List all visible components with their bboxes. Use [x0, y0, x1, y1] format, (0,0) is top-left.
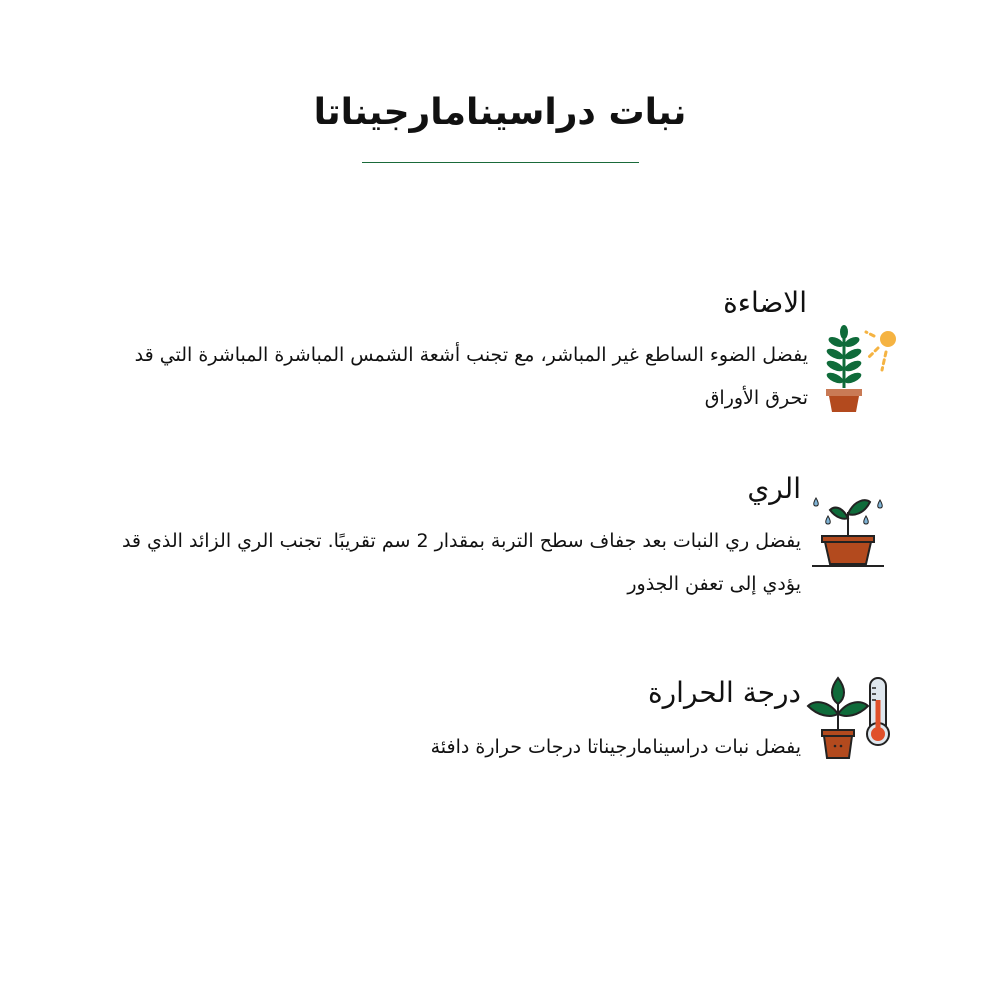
section-temperature — [0, 676, 1000, 836]
plant-thermometer-icon — [806, 676, 894, 762]
plant-sun-icon — [816, 324, 900, 414]
plant-watering-icon — [808, 492, 888, 574]
watering-description: يفضل ري النبات بعد جفاف سطح التربة بمقدار 2 سم تقريبًا. تجنب الري الزائد الذي قد يؤدي إلى تعفن الجذور — [121, 530, 801, 595]
temperature-description: يفضل نبات دراسينامارجيناتا درجات حرارة دافئة — [430, 736, 801, 758]
section-lighting — [0, 286, 1000, 446]
temperature-heading: درجة الحرارة — [647, 676, 801, 709]
title-divider — [362, 162, 639, 163]
watering-heading: الري — [747, 472, 801, 505]
lighting-description: يفضل الضوء الساطع غير المباشر، مع تجنب أشعة الشمس المباشرة المباشرة التي قد تحرق الأوراق — [134, 344, 808, 409]
lighting-heading: الاضاءة — [723, 286, 807, 319]
section-watering — [0, 472, 1000, 632]
page-title: نبات دراسينامارجيناتا — [313, 92, 687, 133]
